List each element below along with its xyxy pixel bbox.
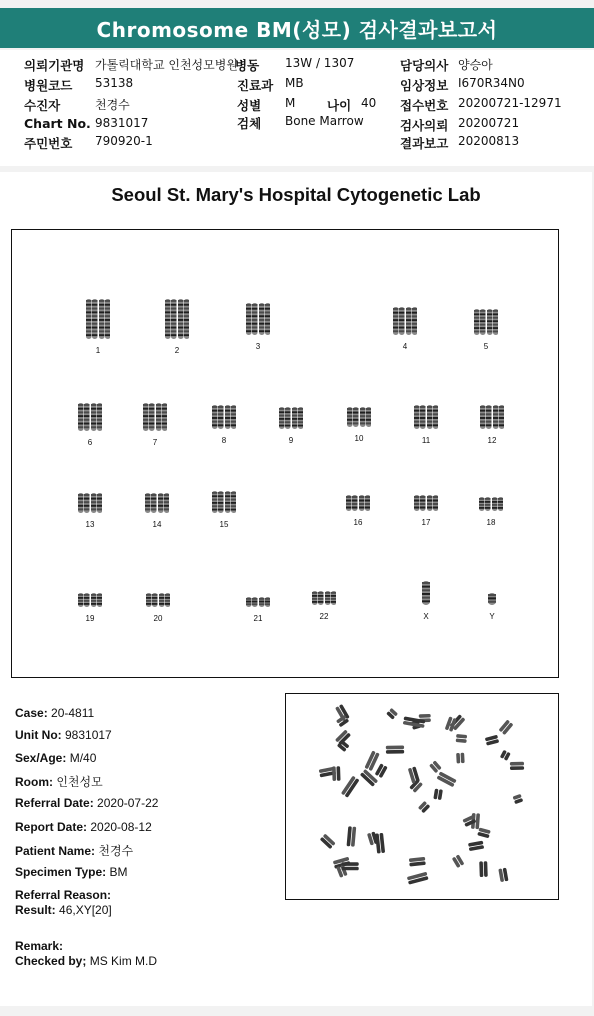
- field-referral-reason: Referral Reason:: [15, 888, 112, 902]
- header-label-doctor: 담당의사: [400, 58, 449, 73]
- chromosome-17: [414, 494, 438, 512]
- field-case: Case: 20-4811: [15, 706, 95, 720]
- header-label-patient: 수진자: [24, 98, 61, 113]
- chromosome-label: 7: [152, 438, 158, 447]
- chromosome-14: [145, 492, 169, 514]
- field-checked-by: Checked by; MS Kim M.D: [15, 954, 158, 968]
- header-value-patient: 천경수: [95, 98, 130, 112]
- header-label-hospital-code: 병원코드: [24, 78, 73, 93]
- header-value-accession: 20200721-12971: [458, 96, 562, 110]
- chromosome-label: 1: [95, 346, 101, 355]
- header-label-clinical-info: 임상정보: [400, 78, 449, 93]
- header-value-department: MB: [285, 76, 304, 90]
- header-label-request-date: 검사의뢰: [400, 118, 449, 133]
- header-value-sex: M: [285, 96, 296, 110]
- chromosome-18: [479, 496, 503, 512]
- field-report-date: Report Date: 2020-08-12: [15, 820, 152, 834]
- chromosome-Y: [487, 592, 497, 606]
- header-label-ward: 병동: [235, 58, 260, 73]
- header-label-specimen: 검체: [237, 116, 262, 131]
- header-value-report-date: 20200813: [458, 134, 520, 148]
- chromosome-label: Y: [489, 612, 495, 621]
- header-value-clinical-info: I670R34N0: [458, 76, 525, 90]
- chromosome-22: [312, 590, 336, 606]
- header-value-specimen: Bone Marrow: [285, 114, 364, 128]
- chromosome-label: 22: [319, 612, 329, 621]
- header-label-resident-no: 주민번호: [24, 136, 73, 151]
- chromosome-21: [246, 596, 270, 608]
- chromosome-label: 14: [152, 520, 162, 529]
- chromosome-1: [86, 298, 110, 340]
- chromosome-3: [246, 302, 270, 336]
- header-label-institution: 의뢰기관명: [24, 58, 85, 73]
- chromosome-4: [393, 306, 417, 336]
- header-value-doctor: 양승아: [458, 58, 493, 72]
- chromosome-label: X: [423, 612, 429, 621]
- chromosome-7: [143, 402, 167, 432]
- chromosome-label: 20: [153, 614, 163, 623]
- field-specimen-type: Specimen Type: BM: [15, 865, 128, 879]
- field-room: Room: 인천성모: [15, 775, 103, 789]
- chromosome-20: [146, 592, 170, 608]
- chromosome-label: 16: [353, 518, 363, 527]
- chromosome-12: [480, 404, 504, 430]
- chromosome-5: [474, 308, 498, 336]
- field-referral-date: Referral Date: 2020-07-22: [15, 796, 159, 810]
- field-unit-no: Unit No: 9831017: [15, 728, 112, 742]
- header-label-age: 나이: [327, 98, 352, 113]
- header-value-ward: 13W / 1307: [285, 56, 355, 70]
- header-label-chart-no: Chart No.: [24, 116, 91, 131]
- chromosome-label: 11: [421, 436, 431, 445]
- chromosome-6: [78, 402, 102, 432]
- chromosome-13: [78, 492, 102, 514]
- metaphase-spread-illustration: [286, 694, 557, 898]
- header-value-request-date: 20200721: [458, 116, 520, 130]
- chromosome-label: 10: [354, 434, 364, 443]
- chromosome-2: [165, 298, 189, 340]
- header-value-hospital-code: 53138: [95, 76, 134, 90]
- metaphase-image: [285, 693, 559, 900]
- header-label-department: 진료과: [237, 78, 274, 93]
- chromosome-label: 4: [402, 342, 408, 351]
- lab-name: Seoul St. Mary's Hospital Cytogenetic Lab: [111, 184, 481, 205]
- field-result: Result: 46,XY[20]: [15, 903, 112, 917]
- header-label-sex: 성별: [237, 98, 262, 113]
- chromosome-11: [414, 404, 438, 430]
- header-label-report-date: 결과보고: [400, 136, 449, 151]
- header-value-age: 40: [361, 96, 377, 110]
- chromosome-label: 5: [483, 342, 489, 351]
- chromosome-X: [421, 580, 431, 606]
- header-info: [0, 50, 594, 166]
- header-value-resident-no: 790920-1: [95, 134, 153, 148]
- chromosome-label: 13: [85, 520, 95, 529]
- chromosome-label: 9: [288, 436, 294, 445]
- chromosome-label: 21: [253, 614, 263, 623]
- chromosome-label: 18: [486, 518, 496, 527]
- karyogram-panel: [11, 229, 559, 678]
- chromosome-9: [279, 406, 303, 430]
- header-value-institution: 가톨릭대학교 인천성모병원: [95, 58, 238, 72]
- chromosome-label: 8: [221, 436, 227, 445]
- chromosome-label: 3: [255, 342, 261, 351]
- chromosome-label: 15: [219, 520, 229, 529]
- chromosome-label: 12: [487, 436, 497, 445]
- chromosome-15: [212, 490, 236, 514]
- chromosome-19: [78, 592, 102, 608]
- chromosome-10: [347, 406, 371, 428]
- chromosome-8: [212, 404, 236, 430]
- field-patient-name: Patient Name: 천경수: [15, 844, 134, 858]
- field-sex-age: Sex/Age: M/40: [15, 751, 97, 765]
- header-label-accession: 접수번호: [400, 98, 449, 113]
- chromosome-label: 6: [87, 438, 93, 447]
- report-sheet: [0, 172, 592, 1006]
- report-title: Chromosome BM(성모) 검사결과보고서: [0, 8, 594, 48]
- field-remark: Remark:: [15, 939, 64, 953]
- chromosome-16: [346, 494, 370, 512]
- chromosome-label: 17: [421, 518, 431, 527]
- header-value-chart-no: 9831017: [95, 116, 149, 130]
- chromosome-label: 19: [85, 614, 95, 623]
- chromosome-label: 2: [174, 346, 180, 355]
